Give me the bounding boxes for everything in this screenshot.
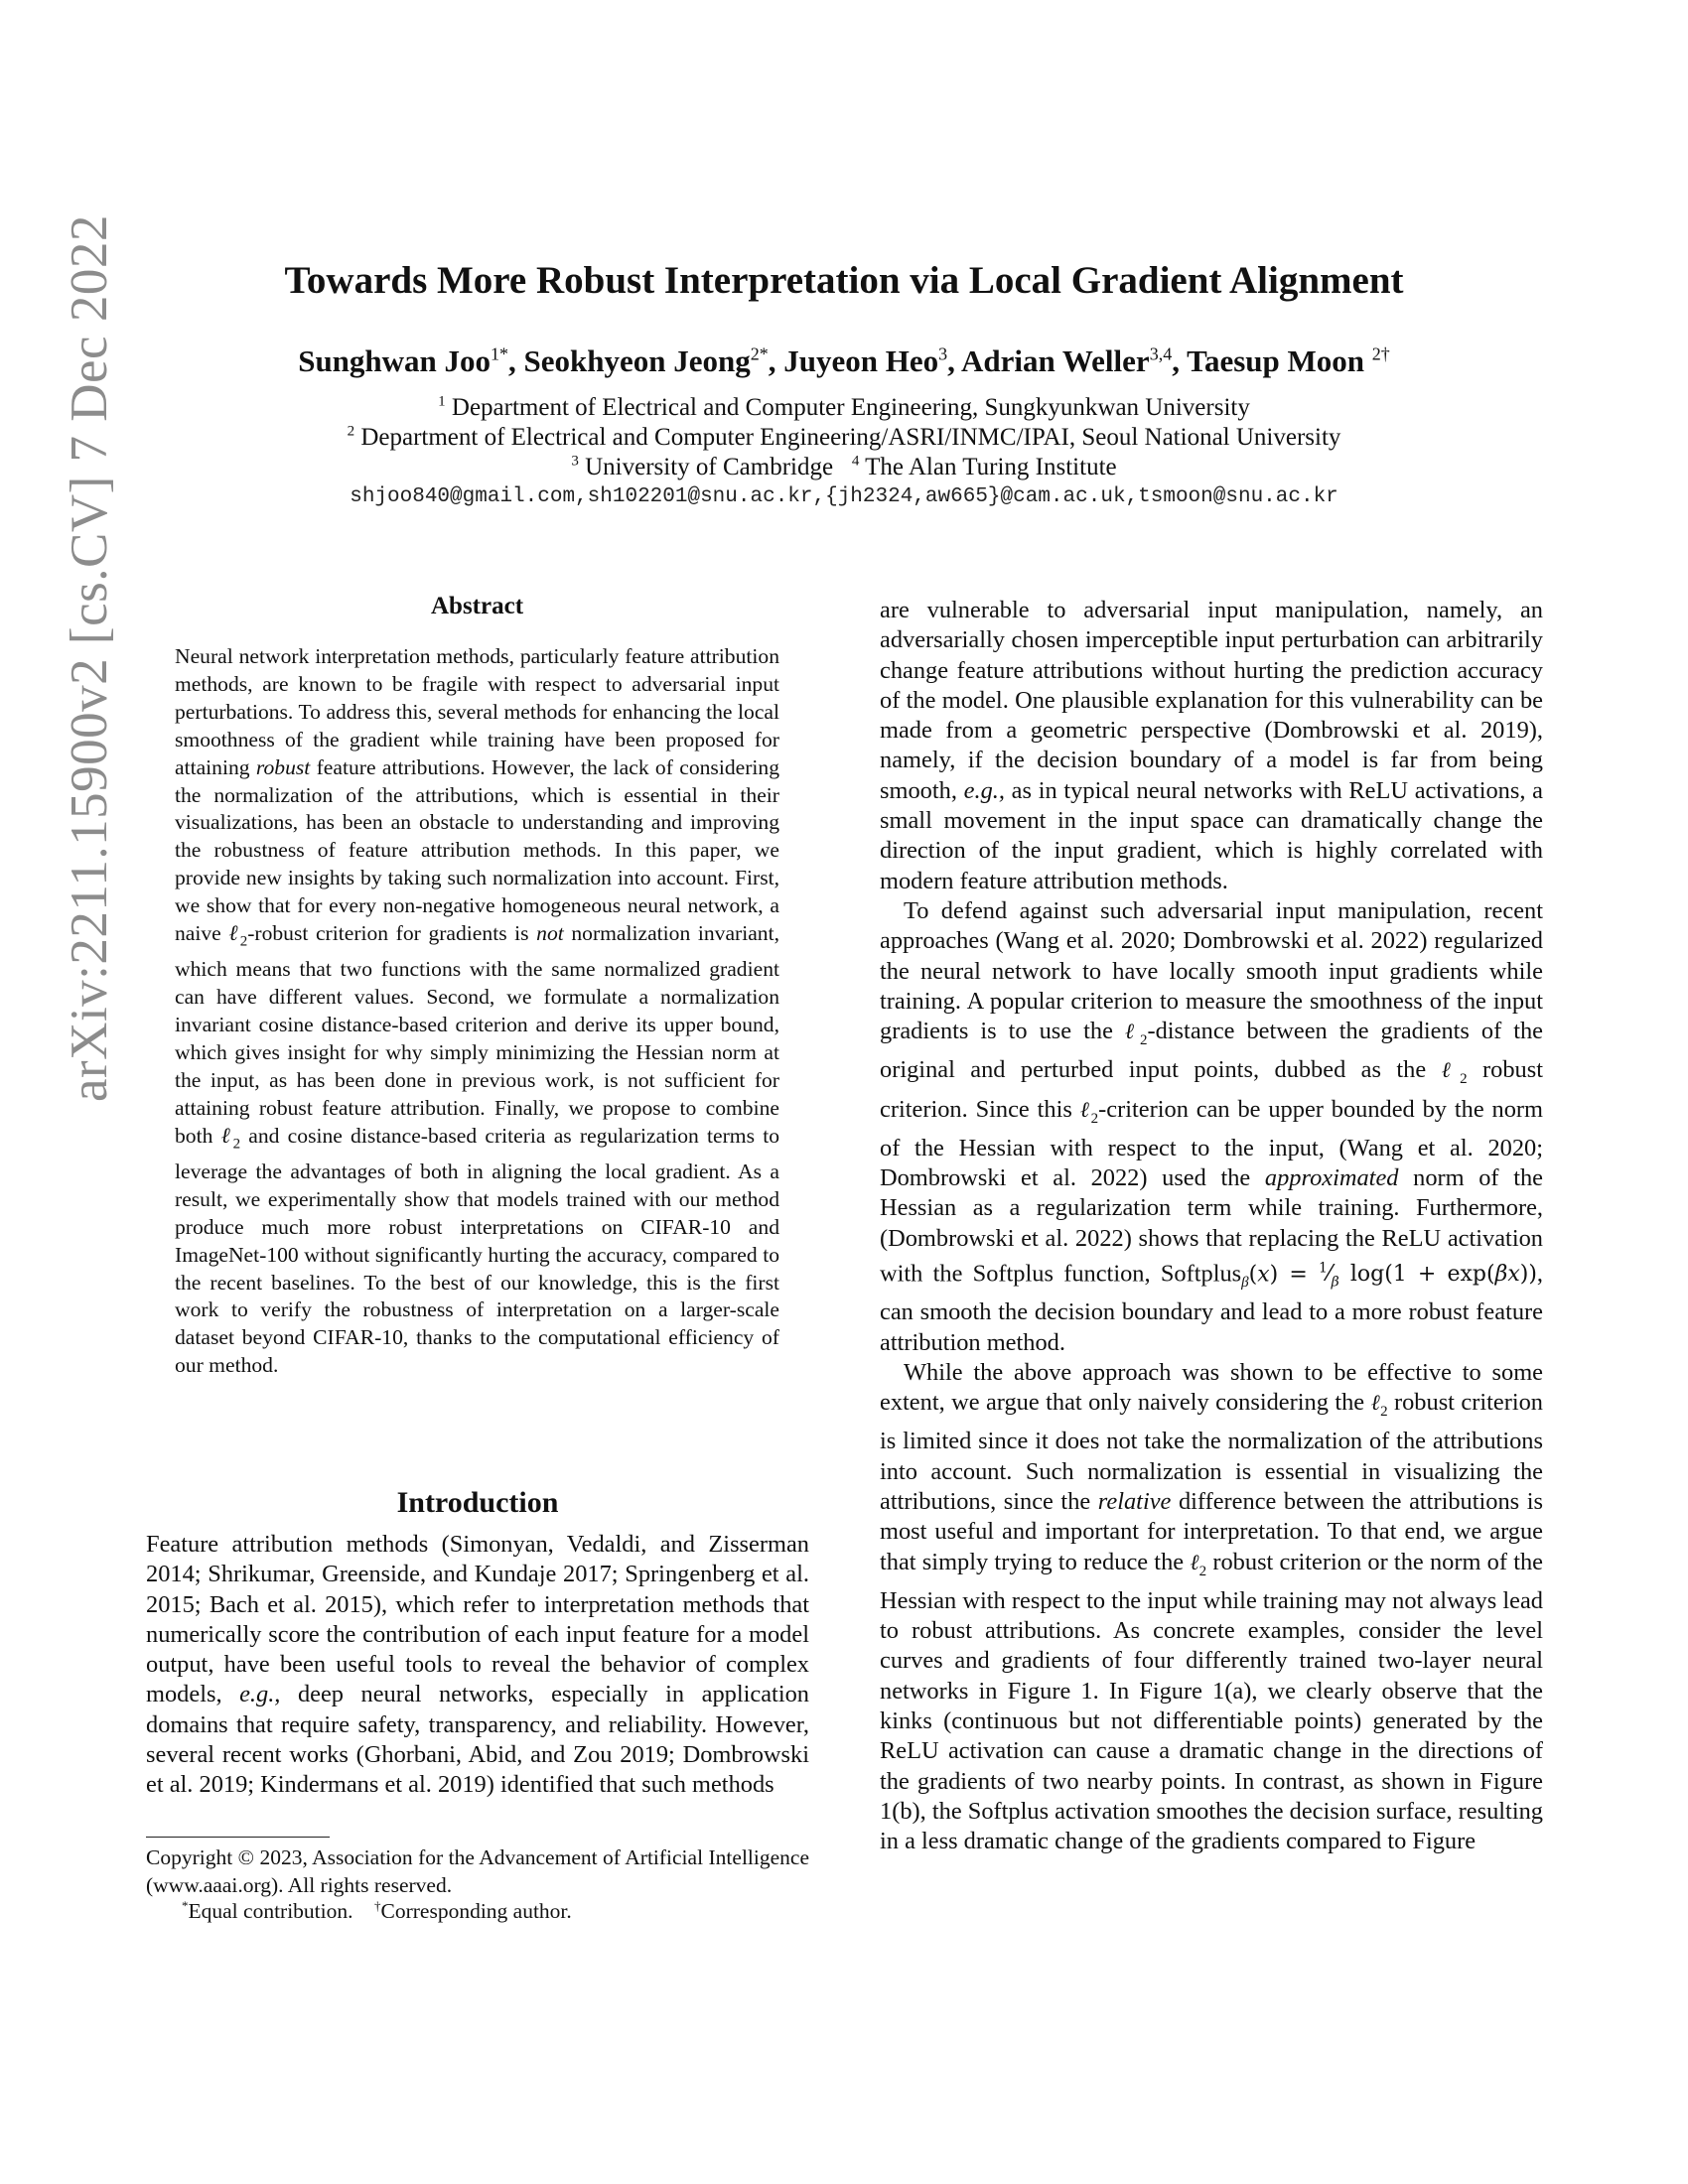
author-name: Juyeon Heo xyxy=(783,343,939,378)
introduction-heading: Introduction xyxy=(396,1486,559,1519)
author-list: Sunghwan Joo$^{1*}$, Seokhyeon Jeong$^{2*}$, Juyeon Heo$^3$, Adrian Weller$^{3,4}$, Taesup Moon $^{2\dagger}$ xyxy=(298,343,1390,378)
author-footnotes: *Equal contribution. †Corresponding author. xyxy=(182,1897,572,1923)
author-affil-mark: 3,4 xyxy=(1149,343,1173,364)
author-affil-mark: 3 xyxy=(938,343,948,364)
author-affil-mark: 2* xyxy=(750,343,769,364)
footnote-rule xyxy=(146,1837,330,1838)
right-column-body xyxy=(880,596,1543,1856)
copyright-footnote: Copyright © 2023, Association for the Advancement of Artificial Intelligence (www.aaai.org). All rights reserved. xyxy=(146,1845,809,1897)
arxiv-id-text: arXiv:2211.15900v2 [cs.CV] 7 Dec 2022 xyxy=(61,214,118,1102)
author-name: Adrian Weller xyxy=(960,343,1150,378)
paper-title: Towards More Robust Interpretation via Local Gradient Alignment xyxy=(284,259,1404,302)
paragraph: are vulnerable to adversarial input manipulation, namely, an adversarially chosen imperceptible input perturbation can arbitrarily change feature attributions without hurting the prediction accuracy of the model. One plausible explanation for this vulnerability can be made from a geometric perspective (Dombrowski et al. 2019), namely, if the decision boundary of a model is far from being smooth, e.g., as in typical neural networks with ReLU activations, a small movement in the input space can dramatically change the direction of the input gradient, which is highly correlated with modern feature attribution methods. xyxy=(880,597,1543,894)
author-affil-mark: 1* xyxy=(491,343,509,364)
author-emails: shjoo840@gmail.com,sh102201@snu.ac.kr,{jh2324,aw665}@cam.ac.uk,tsmoon@snu.ac.kr xyxy=(350,485,1338,508)
author-name: Taesup Moon xyxy=(1187,343,1365,378)
abstract-heading: Abstract xyxy=(430,593,524,619)
paragraph: While the above approach was shown to be effective to some extent, we argue that only naively considering the ℓ$_2$ robust criterion is limited since it does not take the normalization of the attributions into account. Such normalization is essential in visualizing the attributions, since the relative difference between the attributions is most useful and important for interpretation. To that end, we argue that simply trying to reduce the ℓ$_2$ robust criterion or the norm of the Hessian with respect to the input while training may not always lead to robust attributions. As concrete examples, consider the level curves and gradients of four differently trained two-layer neural networks in Figure 1. In Figure 1(a), we clearly observe that the kinks (continuous but not differentiable points) generated by the ReLU activation can cause a dramatic change in the directions of the gradients of two nearby points. In contrast, as shown in Figure 1(b), the Softplus activation smoothes the decision surface, resulting in a less dramatic change of the gradients compared to Figure xyxy=(880,1358,1543,1855)
author-name: Sunghwan Joo xyxy=(298,343,492,378)
affiliation-3-4: $^3$ University of Cambridge $^4$ The Alan Turing Institute xyxy=(571,453,1117,480)
author-name: Seokhyeon Jeong xyxy=(523,343,751,378)
paragraph: To defend against such adversarial input manipulation, recent approaches (Wang et al. 2020; Dombrowski et al. 2022) regularized the neural network to have locally smooth input gradients while training. A popular criterion to measure the smoothness of the input gradients is to use the ℓ$_2$-distance between the gradients of the original and perturbed input points, dubbed as the ℓ$_2$ robust criterion. Since this ℓ$_2$-criterion can be upper bounded by the norm of the Hessian with respect to the input, (Wang et al. 2020; Dombrowski et al. 2022) used the approximated norm of the Hessian as a regularization term while training. Furthermore, (Dombrowski et al. 2022) shows that replacing the ReLU activation with the Softplus function, Softplus$_\beta$(x) = $^1⁄_\beta$ log(1 + exp(βx)), can smooth the decision boundary and lead to a more robust feature attribution method. xyxy=(880,896,1544,1356)
affiliation-2: $^2$ Department of Electrical and Computer Engineering/ASRI/INMC/IPAI, Seoul National University xyxy=(347,423,1341,451)
abstract-body: Neural network interpretation methods, particularly feature attribution methods, are known to be fragile with respect to adversarial input perturbations. To address this, several methods for enhancing the local smoothness of the gradient while training have been proposed for attaining robust feature attributions. However, the lack of considering the normalization of the attributions, which is essential in their visualizations, has been an obstacle to understanding and improving the robustness of feature attribution methods. In this paper, we provide new insights by taking such normalization into account. First, we show that for every non-negative homogeneous neural network, a naive ℓ$_2$-robust criterion for gradients is not normalization invariant, which means that two functions with the same normalized gradient can have different values. Second, we formulate a normalization invariant cosine distance-based criterion and derive its upper bound, which gives insight for why simply minimizing the Hessian norm at the input, as has been done in previous work, is not sufficient for attaining robust feature attribution. Finally, we propose to combine both ℓ$_2$ and cosine distance-based criteria as regularization terms to leverage the advantages of both in aligning the local gradient. As a result, we experimentally show that models trained with our method produce much more robust interpretations on CIFAR-10 and ImageNet-100 without significantly hurting the accuracy, compared to the recent baselines. To the best of our knowledge, this is the first work to verify the robustness of interpretation on a larger-scale dataset beyond CIFAR-10, thanks to the computational efficiency of our method. xyxy=(175,644,780,1378)
affiliation-1: $^1$ Department of Electrical and Computer Engineering, Sungkyunkwan University xyxy=(438,393,1250,421)
introduction-body: Feature attribution methods (Simonyan, Vedaldi, and Zisserman 2014; Shrikumar, Greenside, and Kundaje 2017; Springenberg et al. 2015; Bach et al. 2015), which refer to interpretation methods that numerically score the contribution of each input feature for a model output, have been useful tools to reveal the behavior of complex models, e.g., deep neural networks, especially in application domains that require safety, transparency, and reliability. However, several recent works (Ghorbani, Abid, and Zou 2019; Dombrowski et al. 2019; Kindermans et al. 2019) identified that such methods xyxy=(146,1531,809,1799)
author-affil-mark: 2† xyxy=(1371,343,1390,364)
